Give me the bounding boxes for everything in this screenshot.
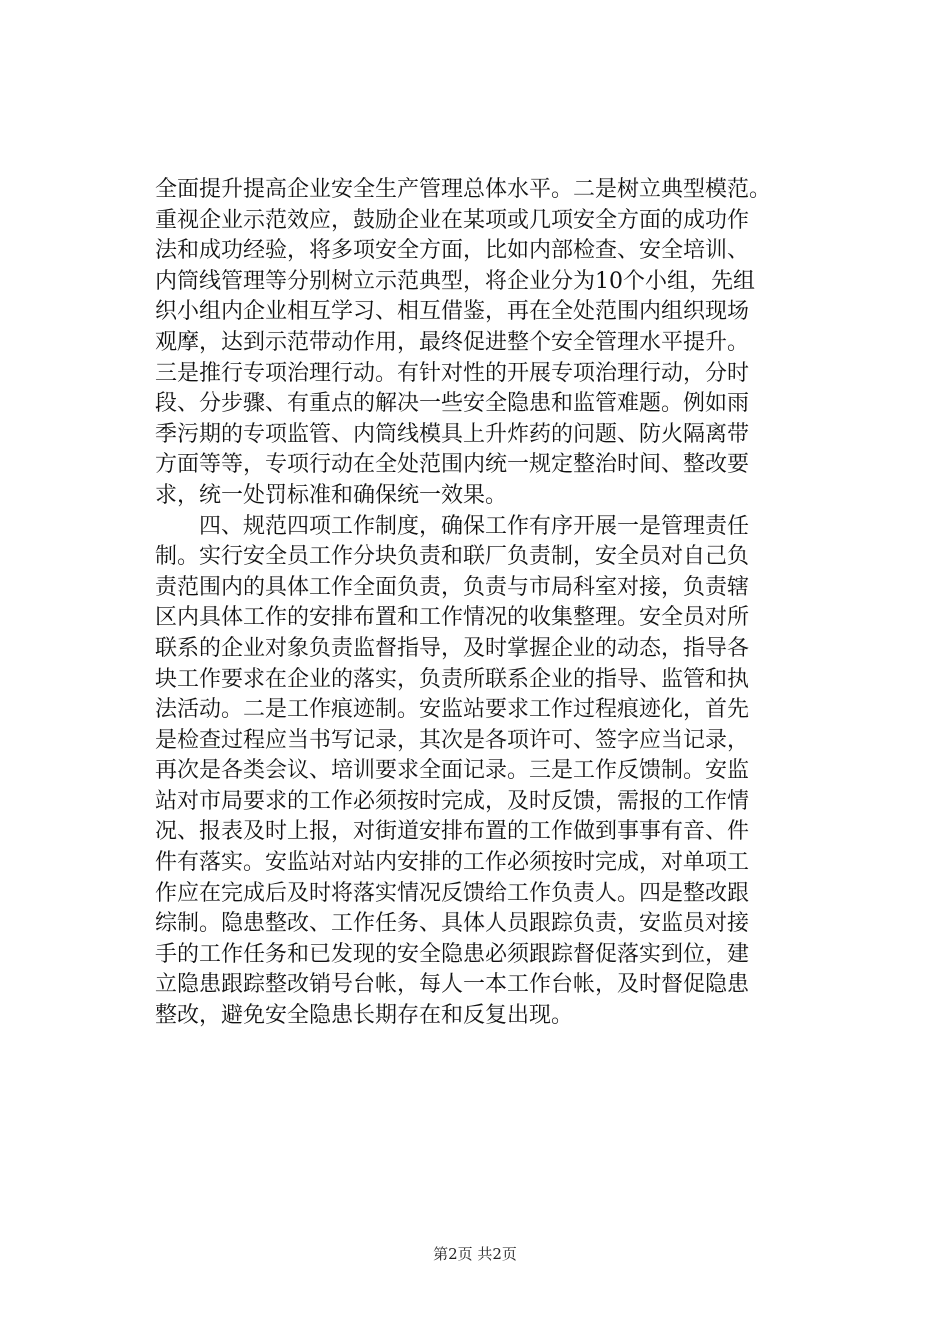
text-line: 段、分步骤、有重点的解决一些安全隐患和监管难题。例如雨 (155, 391, 750, 417)
text-line: 三是推行专项治理行动。有针对性的开展专项治理行动，分时 (155, 360, 750, 386)
text-line: 件有落实。安监站对站内安排的工作必须按时完成，对单项工 (155, 850, 750, 876)
text-line: 立隐患跟踪整改销号台帐，每人一本工作台帐，及时督促隐患 (155, 972, 750, 998)
text-line: 四、规范四项工作制度，确保工作有序开展一是管理责任 (155, 513, 750, 539)
text-line: 观摩，达到示范带动作用，最终促进整个安全管理水平提升。 (155, 329, 750, 355)
text-line: 织小组内企业相互学习、相互借鉴，再在全处范围内组织现场 (155, 299, 750, 325)
text-line: 站对市局要求的工作必须按时完成，及时反馈，需报的工作情 (155, 788, 750, 814)
text-line: 区内具体工作的安排布置和工作情况的收集整理。安全员对所 (155, 605, 750, 631)
text-line: 制。实行安全员工作分块负责和联厂负责制，安全员对自己负 (155, 544, 750, 570)
page-footer (0, 1244, 950, 1264)
text-line: 综制。隐患整改、工作任务、具体人员跟踪负责，安监员对接 (155, 911, 750, 937)
text-line: 法和成功经验，将多项安全方面，比如内部检查、安全培训、 (155, 238, 750, 264)
text-line: 方面等等，专项行动在全处范围内统一规定整治时间、整改要 (155, 452, 750, 478)
text-line: 再次是各类会议、培训要求全面记录。三是工作反馈制。安监 (155, 758, 750, 784)
text-line: 内筒线管理等分别树立示范典型，将企业分为10个小组，先组 (155, 268, 755, 294)
text-line: 季污期的专项监管、内筒线模具上升炸药的问题、防火隔离带 (155, 421, 750, 447)
page-number: 第2页 共2页 (433, 1245, 517, 1263)
text-line: 手的工作任务和已发现的安全隐患必须跟踪督促落实到位，建 (155, 941, 750, 967)
text-line: 法活动。二是工作痕迹制。安监站要求工作过程痕迹化，首先 (155, 697, 750, 723)
text-line: 重视企业示范效应，鼓励企业在某项或几项安全方面的成功作 (155, 207, 750, 233)
text-line: 块工作要求在企业的落实，负责所联系企业的指导、监管和执 (155, 666, 750, 692)
text-line: 是检查过程应当书写记录，其次是各项许可、签字应当记录， (155, 727, 750, 753)
text-line: 联系的企业对象负责监督指导，及时掌握企业的动态，指导各 (155, 635, 750, 661)
text-line: 责范围内的具体工作全面负责，负责与市局科室对接，负责辖 (155, 574, 750, 600)
text-line: 整改，避免安全隐患长期存在和反复出现。 (155, 1003, 574, 1029)
text-line: 全面提升提高企业安全生产管理总体水平。二是树立典型模范。 (155, 177, 772, 202)
text-line: 况、报表及时上报，对街道安排布置的工作做到事事有音、件 (155, 819, 750, 845)
body-text (155, 175, 835, 1032)
text-line: 作应在完成后及时将落实情况反馈给工作负责人。四是整改跟 (155, 880, 750, 906)
text-line: 求，统一处罚标准和确保统一效果。 (155, 482, 508, 508)
